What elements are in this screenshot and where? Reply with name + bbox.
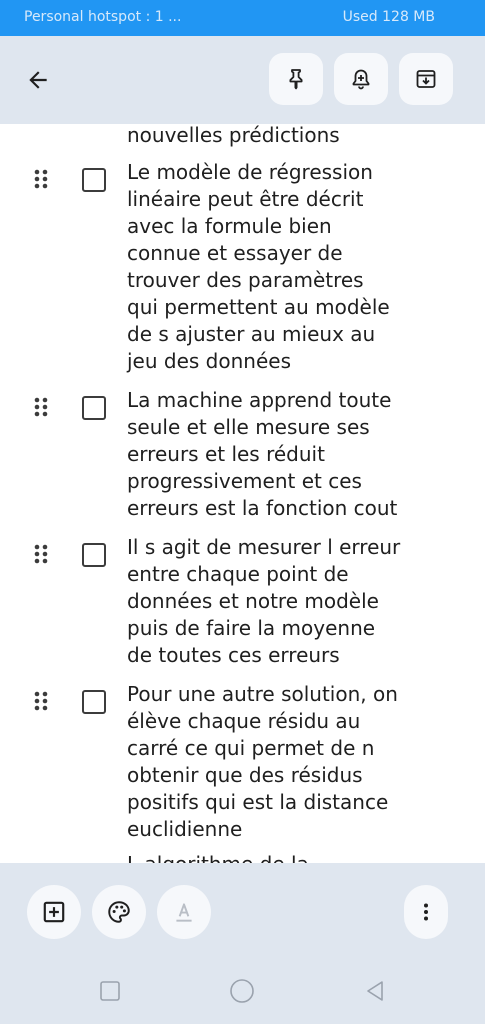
item-checkbox[interactable] — [82, 396, 106, 420]
drag-handle-icon[interactable] — [31, 395, 51, 419]
palette-icon — [106, 899, 132, 925]
text-format-icon — [171, 899, 197, 925]
archive-icon — [414, 67, 438, 91]
item-text-line: avec la formule bien — [127, 214, 332, 238]
drag-handle-icon[interactable] — [31, 689, 51, 713]
item-text[interactable] — [127, 534, 402, 669]
back-button[interactable] — [16, 58, 60, 102]
item-text-line: Pour une autre solution, on — [127, 682, 398, 706]
item-text-line: qui permettent au modèle — [127, 295, 390, 319]
drag-handle-icon[interactable] — [31, 167, 51, 191]
drag-handle-icon[interactable] — [31, 542, 51, 566]
item-checkbox[interactable] — [82, 690, 106, 714]
back-icon — [363, 979, 387, 1003]
hotspot-status: Personal hotspot : 1 ... — [24, 9, 182, 25]
item-text-line: carré ce qui permet de n — [127, 736, 375, 760]
item-text-line: de s ajuster au mieux au — [127, 322, 376, 346]
item-text-line: progressivement et ces — [127, 469, 362, 493]
item-text-line: jeu des données — [127, 349, 291, 373]
data-usage: Used 128 MB — [342, 9, 435, 25]
home-button[interactable] — [227, 976, 257, 1006]
item-text-line: connue et essayer de — [127, 241, 343, 265]
checklist-item — [0, 534, 485, 669]
archive-button[interactable] — [399, 53, 453, 105]
item-checkbox[interactable] — [82, 168, 106, 192]
item-text[interactable] — [127, 159, 402, 375]
pin-icon — [284, 67, 308, 91]
more-vert-icon — [414, 900, 438, 924]
item-text[interactable] — [127, 387, 402, 522]
checklist-item — [0, 681, 485, 843]
bottom-toolbar — [0, 863, 485, 1024]
item-text-line: positifs qui est la distance — [127, 790, 389, 814]
add-content-button[interactable] — [27, 885, 81, 939]
item-text-line: seule et elle mesure ses — [127, 415, 370, 439]
partial-item-text[interactable]: nouvelles prédictions — [127, 123, 340, 147]
item-text-line: Il s agit de mesurer l erreur — [127, 535, 401, 559]
item-text-line: puis de faire la moyenne — [127, 616, 376, 640]
add-reminder-icon — [349, 67, 373, 91]
checklist-item — [0, 387, 485, 522]
checklist-item — [0, 159, 485, 375]
item-text-line: élève chaque résidu au — [127, 709, 361, 733]
recent-apps-button[interactable] — [95, 976, 125, 1006]
item-text-line: euclidienne — [127, 817, 243, 841]
item-text-line: de toutes ces erreurs — [127, 643, 340, 667]
item-text-line: trouver des paramètres — [127, 268, 364, 292]
system-back-button[interactable] — [360, 976, 390, 1006]
item-checkbox[interactable] — [82, 543, 106, 567]
pin-button[interactable] — [269, 53, 323, 105]
note-content[interactable] — [0, 124, 485, 863]
more-options-button[interactable] — [404, 885, 448, 939]
top-toolbar — [0, 36, 485, 124]
text-format-button[interactable] — [157, 885, 211, 939]
item-text-line: Le modèle de régression — [127, 160, 373, 184]
item-text-line: linéaire peut être décrit — [127, 187, 364, 211]
status-bar — [0, 0, 485, 36]
item-text-line: erreurs est la fonction cout — [127, 496, 398, 520]
item-text-line: données et notre modèle — [127, 589, 379, 613]
home-icon — [229, 978, 255, 1004]
add-reminder-button[interactable] — [334, 53, 388, 105]
item-text-line: La machine apprend toute — [127, 388, 392, 412]
item-text[interactable] — [127, 681, 402, 843]
item-text-line: entre chaque point de — [127, 562, 349, 586]
back-arrow-icon — [25, 67, 51, 93]
item-text-line: obtenir que des résidus — [127, 763, 363, 787]
add-box-icon — [41, 899, 67, 925]
recent-apps-icon — [99, 980, 121, 1002]
background-color-button[interactable] — [92, 885, 146, 939]
item-text-line: erreurs et les réduit — [127, 442, 325, 466]
